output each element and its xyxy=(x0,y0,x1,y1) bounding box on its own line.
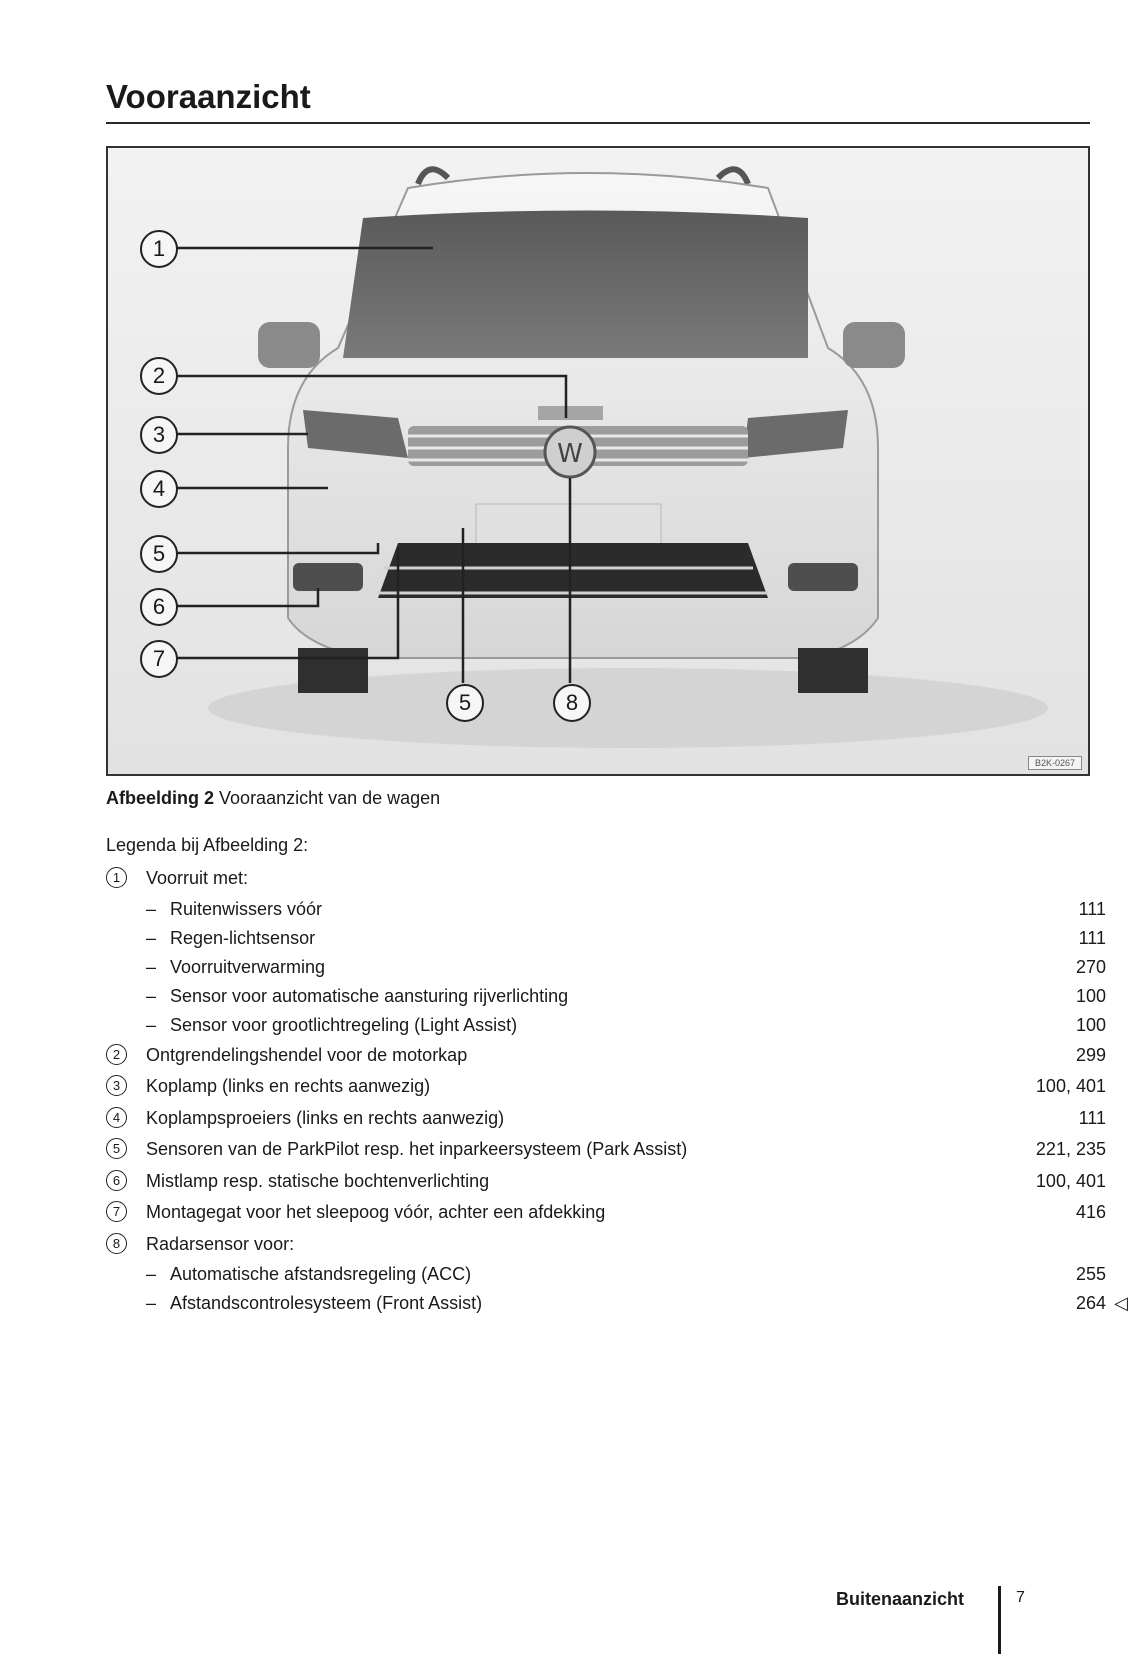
callout-2: 2 xyxy=(140,357,178,395)
callout-1: 1 xyxy=(140,230,178,268)
legend-text: Ruitenwissers vóór xyxy=(170,898,323,919)
legend-number: 1 xyxy=(106,867,127,888)
callout-5-bottom: 5 xyxy=(446,684,484,722)
legend-page-ref: 111 xyxy=(1078,927,1106,948)
legend-page-ref: 299 xyxy=(1075,1044,1106,1065)
legend-text: Montagegat voor het sleepoog vóór, achter een afdekking xyxy=(146,1202,606,1222)
footer-page-number: 7 xyxy=(1016,1589,1025,1606)
legend-dash: – xyxy=(146,1293,157,1313)
legend-page-ref: 270 xyxy=(1075,956,1106,977)
legend-number: 7 xyxy=(106,1201,127,1222)
legend-dash: – xyxy=(146,1014,157,1035)
legend-subitem xyxy=(106,1011,1106,1040)
legend-text: Mistlamp resp. statische bochtenverlichting xyxy=(146,1170,490,1191)
page-title: Vooraanzicht xyxy=(106,78,311,115)
legend-page-ref: 100 xyxy=(1075,985,1106,1006)
legend-dash: – xyxy=(146,1264,157,1284)
footer-divider xyxy=(998,1586,1001,1654)
legend-text: Automatische afstandsregeling (ACC) xyxy=(170,1264,472,1284)
legend-number: 5 xyxy=(106,1138,127,1159)
callout-4: 4 xyxy=(140,470,178,508)
legend-text: Radarsensor voor: xyxy=(146,1233,295,1254)
legend-number: 8 xyxy=(106,1233,127,1254)
callout-5: 5 xyxy=(140,535,178,573)
legend-text: Koplampsproeiers (links en rechts aanwezig) xyxy=(146,1107,505,1128)
legend-item xyxy=(106,863,1106,895)
legend-number: 4 xyxy=(106,1107,127,1128)
legend-item xyxy=(106,1040,1106,1072)
legend-text: Sensoren van de ParkPilot resp. het inparkeersysteem (Park Assist) xyxy=(146,1139,688,1159)
legend-item xyxy=(106,1229,1106,1261)
legend-subitem xyxy=(106,1260,1106,1289)
legend-subitem xyxy=(106,1289,1128,1318)
legend-page-ref: 100, 401 xyxy=(1035,1076,1106,1096)
legend-text: Voorruit met: xyxy=(146,868,249,888)
legend-text: Ontgrendelingshendel voor de motorkap xyxy=(146,1044,468,1065)
legend-dash: – xyxy=(146,985,157,1006)
legend-subitem xyxy=(106,895,1106,924)
legend-text: Afstandscontrolesysteem (Front Assist) xyxy=(170,1293,483,1313)
legend-page-ref: 221, 235 xyxy=(1035,1139,1106,1159)
legend-text: Regen-lichtsensor xyxy=(170,927,316,948)
legend-intro: Legenda bij Afbeelding 2: xyxy=(106,835,309,855)
svg-text:W: W xyxy=(557,439,583,469)
caption-text: Vooraanzicht van de wagen xyxy=(219,788,441,808)
legend-subitem xyxy=(106,953,1106,982)
callout-6: 6 xyxy=(140,588,178,626)
legend-item xyxy=(106,1071,1106,1103)
front-view-figure xyxy=(106,146,1090,776)
legend-list xyxy=(106,863,1128,1318)
legend-page-ref: 255 xyxy=(1075,1264,1106,1284)
caption-label: Afbeelding 2 xyxy=(106,788,215,808)
legend-number: 3 xyxy=(106,1075,127,1096)
legend-item xyxy=(106,1103,1106,1135)
legend-text: Voorruitverwarming xyxy=(170,956,326,977)
footer-section-title: Buitenaanzicht xyxy=(836,1589,965,1609)
legend-number: 6 xyxy=(106,1170,127,1191)
section-end-arrow-icon: ◁ xyxy=(1114,1293,1128,1313)
legend-subitem xyxy=(106,924,1106,953)
legend-page-ref: 100, 401 xyxy=(1035,1170,1106,1191)
legend-item xyxy=(106,1166,1106,1198)
legend-page-ref: 100 xyxy=(1075,1014,1106,1035)
legend-subitem xyxy=(106,982,1106,1011)
legend-item xyxy=(106,1197,1106,1229)
legend-text: Sensor voor automatische aansturing rijverlichting xyxy=(170,985,569,1006)
title-rule xyxy=(106,122,1090,124)
legend-item xyxy=(106,1134,1106,1166)
legend-page-ref: 416 xyxy=(1075,1202,1106,1222)
legend-page-ref: 111 xyxy=(1078,898,1106,919)
legend-dash: – xyxy=(146,927,157,948)
car-front-illustration xyxy=(108,148,1088,774)
legend-dash: – xyxy=(146,956,157,977)
callout-8: 8 xyxy=(553,684,591,722)
figure-code: B2K-0267 xyxy=(1028,756,1082,770)
callout-7: 7 xyxy=(140,640,178,678)
legend-number: 2 xyxy=(106,1044,127,1065)
legend-page-ref: 111 xyxy=(1078,1107,1106,1128)
callout-3: 3 xyxy=(140,416,178,454)
figure-caption xyxy=(106,788,440,809)
legend-dash: – xyxy=(146,898,157,919)
legend-text: Sensor voor grootlichtregeling (Light Assist) xyxy=(170,1014,518,1035)
legend-page-ref: 264 xyxy=(1075,1293,1106,1313)
legend-text: Koplamp (links en rechts aanwezig) xyxy=(146,1076,431,1096)
